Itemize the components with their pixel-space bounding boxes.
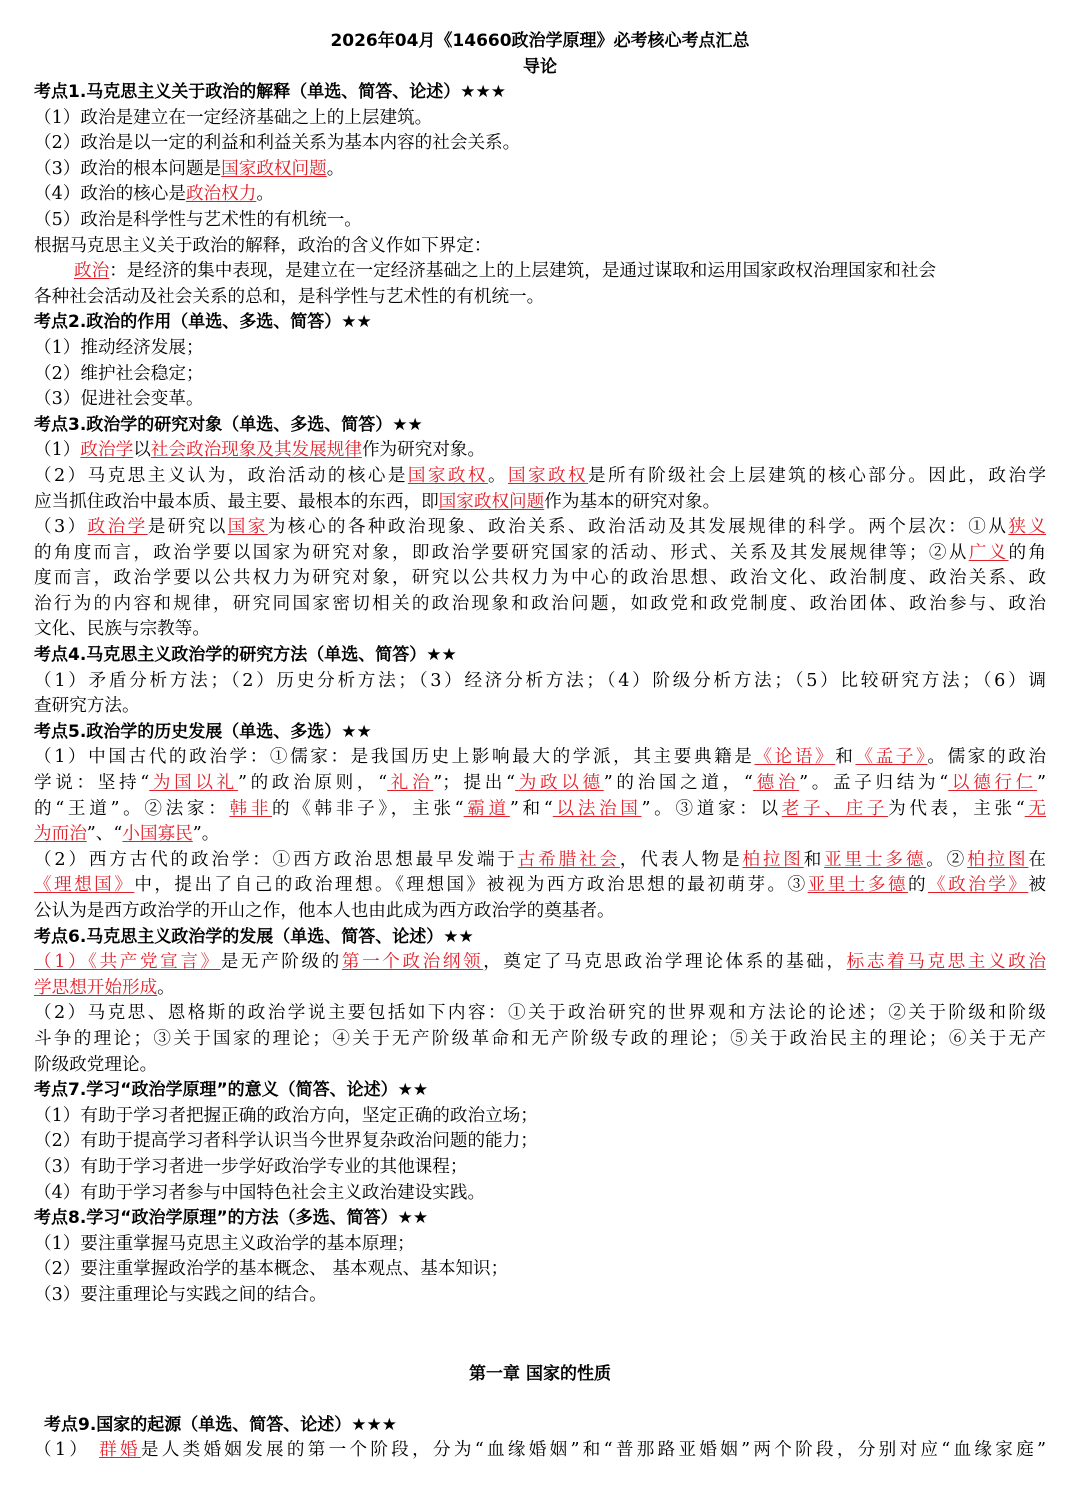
point-1-definition-cont: 各种社会活动及社会关系的总和，是科学性与艺术性的有机统一。 xyxy=(34,286,545,307)
text: ”的治国之道，“ xyxy=(603,773,753,794)
text: 是人类婚姻发展的第一个阶段，分为“血缘婚姻”和“普那路亚婚姻”两个阶段，分别对应“血缘家庭” xyxy=(140,1440,1046,1461)
highlight: 国家政权 xyxy=(407,465,488,486)
highlight: 德治 xyxy=(752,773,800,794)
point-2-heading: 考点2.政治的作用（单选、多选、简答）★★ xyxy=(34,312,372,333)
text: 作为研究对象。 xyxy=(361,440,486,461)
point-5-line-3 xyxy=(34,797,1046,823)
highlight: 为而治 xyxy=(34,824,87,845)
highlight: 第一个政治纲领 xyxy=(341,952,484,973)
highlight: 为国以礼 xyxy=(149,773,238,794)
text: 是研究以 xyxy=(147,517,228,538)
point-7-item-4: （4）有助于学习者参与中国特色社会主义政治建设实践。 xyxy=(34,1182,486,1203)
text: ” xyxy=(1036,773,1046,794)
text: ”。孟子归结为“ xyxy=(799,773,949,794)
point-1-item-2: （2）政治是以一定的利益和利益关系为基本内容的社会关系。 xyxy=(34,133,521,154)
highlight: 小国寡民 xyxy=(122,824,193,845)
text: 学说：坚持“ xyxy=(34,773,150,794)
point-8-item-2: （2）要注重掌握政治学的基本概念、 基本观点、基本知识； xyxy=(34,1259,509,1280)
highlight: 政治 xyxy=(74,261,110,282)
text: 。 xyxy=(157,977,175,998)
highlight: 《论语》 xyxy=(754,747,836,768)
text: 是无产阶级的 xyxy=(220,952,342,973)
point-3-line-8: 文化、民族与宗教等。 xyxy=(34,619,210,640)
highlight: 国家 xyxy=(227,517,268,538)
text: 。 xyxy=(256,184,274,205)
text: 。 xyxy=(487,465,508,486)
spacer xyxy=(34,1309,1046,1361)
text: ，代表人物是 xyxy=(619,849,743,870)
text: 和 xyxy=(803,849,825,870)
point-5-heading: 考点5.政治学的历史发展（单选、多选）★★ xyxy=(34,721,372,742)
highlight: 国家政权 xyxy=(507,465,589,486)
point-9-heading: 考点9.国家的起源（单选、简答、论述）★★★ xyxy=(44,1414,398,1435)
point-3-line-3 xyxy=(34,490,1046,516)
text: （4）政治的核心是 xyxy=(34,184,186,205)
highlight: 无 xyxy=(1024,798,1046,819)
highlight: 《政治学》 xyxy=(928,875,1029,896)
highlight: 国家政权问题 xyxy=(438,491,545,512)
highlight: 学思想开始形成 xyxy=(34,977,158,998)
text: （1） xyxy=(34,440,81,461)
highlight: 以德行仁 xyxy=(948,773,1037,794)
text: （3）政治的根本问题是 xyxy=(34,158,222,179)
text: 是所有阶级社会上层建筑的核心部分。因此，政治学 xyxy=(588,465,1046,486)
text: （1）中国古代的政治学：①儒家：是我国历史上影响最大的学派，其主要典籍是 xyxy=(34,747,755,768)
point-5-line-5 xyxy=(34,848,1046,874)
text: （1） xyxy=(34,1440,100,1461)
text: ”、“ xyxy=(86,824,123,845)
point-2-item-3: （3）促进社会变革。 xyxy=(34,389,204,410)
highlight: 亚里士多德 xyxy=(807,875,908,896)
text: 。② xyxy=(926,849,968,870)
point-4-heading: 考点4.马克思主义政治学的研究方法（单选、简答）★★ xyxy=(34,645,457,666)
highlight: 国家政权问题 xyxy=(221,158,327,179)
point-5-line-6 xyxy=(34,873,1046,899)
point-6-line-4: 斗争的理论；③关于国家的理论；④关于无产阶级革命和无产阶级专政的理论；⑤关于政治民主的理论；⑥关于无产 xyxy=(34,1028,1046,1049)
highlight: 为政以德 xyxy=(515,773,604,794)
point-1-item-4 xyxy=(34,182,1046,208)
point-6-line-1 xyxy=(34,950,1046,976)
highlight: 韩非 xyxy=(229,798,273,819)
highlight: 亚里士多德 xyxy=(824,849,927,870)
highlight: 社会政治现象及其发展规律 xyxy=(150,440,362,461)
highlight: 老子、庄子 xyxy=(781,798,889,819)
text: ”的政治原则，“ xyxy=(237,773,388,794)
text: 作为基本的研究对象。 xyxy=(544,491,721,512)
point-2-item-1: （1）推动经济发展； xyxy=(34,337,204,358)
text: 以 xyxy=(133,440,151,461)
point-3-line-7: 治行为的内容和规律，研究同国家密切相关的政治现象和政治问题，如政党和政党制度、政治团体、政治参与、政治 xyxy=(34,593,1046,614)
highlight: 古希腊社会 xyxy=(517,849,620,870)
text: 被 xyxy=(1028,875,1046,896)
text: 应当抓住政治中最本质、最主要、最根本的东西，即 xyxy=(34,491,439,512)
text: 的《韩非子》，主张“ xyxy=(272,798,464,819)
point-1-definition xyxy=(34,259,1046,285)
text: 的角 xyxy=(1008,542,1046,563)
point-1-item-3 xyxy=(34,157,1046,183)
text: （2）马克思主义认为，政治活动的核心是 xyxy=(34,465,408,486)
point-7-item-2: （2）有助于提高学习者科学认识当今世界复杂政治问题的能力； xyxy=(34,1131,538,1152)
point-8-heading: 考点8.学习“政治学原理”的方法（多选、简答）★★ xyxy=(34,1208,429,1229)
point-4-line-1: （1）矛盾分析方法；（2）历史分析方法；（3）经济分析方法；（4）阶级分析方法；（5）比较研究方法；（6）调 xyxy=(34,670,1046,691)
chapter-1-title: 第一章 国家的性质 xyxy=(469,1363,611,1384)
highlight: 政治学 xyxy=(87,517,148,538)
point-7-heading: 考点7.学习“政治学原理”的意义（简答、论述）★★ xyxy=(34,1080,429,1101)
point-3-heading: 考点3.政治学的研究对象（单选、多选、简答）★★ xyxy=(34,414,423,435)
text: 和 xyxy=(835,747,856,768)
text: 为核心的各种政治现象、政治关系、政治活动及其发展规律的科学。两个层次：①从 xyxy=(267,517,1009,538)
point-5-line-1 xyxy=(34,745,1046,771)
highlight: 柏拉图 xyxy=(967,849,1029,870)
highlight: 《孟子》 xyxy=(855,747,928,768)
text: ”；提出“ xyxy=(433,773,516,794)
highlight: 政治学 xyxy=(80,440,134,461)
point-3-line-5 xyxy=(34,541,1046,567)
point-4-line-2: 查研究方法。 xyxy=(34,696,140,717)
point-7-item-1: （1）有助于学习者把握正确的政治方向，坚定正确的政治立场； xyxy=(34,1105,538,1126)
highlight: （1）《共产党宣言》 xyxy=(34,952,221,973)
point-1-item-1: （1）政治是建立在一定经济基础之上的上层建筑。 xyxy=(34,107,433,128)
point-6-heading: 考点6.马克思主义政治学的发展（单选、简答、论述）★★ xyxy=(34,926,474,947)
point-6-line-5: 阶级政党理论。 xyxy=(34,1054,158,1075)
highlight: 群婚 xyxy=(99,1440,141,1461)
highlight: 以法治国 xyxy=(552,798,642,819)
point-5-line-2 xyxy=(34,771,1046,797)
document-page xyxy=(34,28,1046,1464)
point-5-line-4 xyxy=(34,822,1046,848)
point-2-item-2: （2）维护社会稳定； xyxy=(34,363,204,384)
highlight: 狭义 xyxy=(1008,517,1046,538)
highlight: 标志着马克思主义政治 xyxy=(846,952,1046,973)
point-7-item-3: （3）有助于学习者进一步学好政治学专业的其他课程； xyxy=(34,1156,468,1177)
document-title: 2026年04月《14660政治学原理》必考核心考点汇总 xyxy=(330,31,750,51)
highlight: 《理想国》 xyxy=(34,875,135,896)
text: ”。③道家：以 xyxy=(641,798,782,819)
point-3-line-1 xyxy=(34,438,1046,464)
text: 。 xyxy=(326,158,345,179)
text: ，奠定了马克思政治学理论体系的基础， xyxy=(483,952,847,973)
text: （3） xyxy=(34,517,88,538)
text: 的角度而言，政治学要以国家为研究对象，即政治学要研究国家的活动、形式、关系及其发展规律等；②从 xyxy=(34,542,969,563)
point-1-heading: 考点1.马克思主义关于政治的解释（单选、简答、论述）★★★ xyxy=(34,82,507,102)
text: ”和“ xyxy=(509,798,553,819)
point-3-line-4 xyxy=(34,515,1046,541)
point-8-item-3: （3）要注重理论与实践之间的结合。 xyxy=(34,1284,327,1305)
text: 。儒家的政治 xyxy=(927,747,1046,768)
point-5-line-7: 公认为是西方政治学的开山之作，他本人也由此成为西方政治学的奠基者。 xyxy=(34,901,615,921)
text: ”。 xyxy=(192,824,220,845)
text: 为代表，主张“ xyxy=(888,798,1025,819)
point-8-item-1: （1）要注重掌握马克思主义政治学的基本原理； xyxy=(34,1233,415,1254)
text: 的“王道”。②法家： xyxy=(34,798,230,819)
text: 中，提出了自己的政治理想。《理想国》被视为西方政治思想的最初萌芽。③ xyxy=(134,875,808,896)
point-1-paragraph: 根据马克思主义关于政治的解释，政治的含义作如下界定： xyxy=(34,235,492,256)
point-3-line-2 xyxy=(34,464,1046,490)
point-1-item-5: （5）政治是科学性与艺术性的有机统一。 xyxy=(34,209,362,230)
text: ：是经济的集中表现，是建立在一定经济基础之上的上层建筑，是通过谋取和运用国家政权治理国家和社会 xyxy=(109,261,937,282)
highlight: 政治权力 xyxy=(185,184,257,205)
text: 在 xyxy=(1028,849,1046,870)
point-9-line-1 xyxy=(34,1438,1046,1464)
spacer xyxy=(34,1387,1046,1413)
point-6-line-2 xyxy=(34,976,1046,1002)
section-title-intro: 导论 xyxy=(523,57,557,77)
point-3-line-6: 度而言，政治学要以公共权力为研究对象，研究以公共权力为中心的政治思想、政治文化、政治制度、政治关系、政 xyxy=(34,568,1046,589)
text: （2）西方古代的政治学：①西方政治思想最早发端于 xyxy=(34,849,518,870)
highlight: 广义 xyxy=(968,542,1009,563)
highlight: 礼治 xyxy=(387,773,434,794)
point-6-line-3: （2）马克思、恩格斯的政治学说主要包括如下内容：①关于政治研究的世界观和方法论的论述；②关于阶级和阶级 xyxy=(34,1003,1046,1024)
text: 的 xyxy=(907,875,929,896)
highlight: 霸道 xyxy=(463,798,510,819)
highlight: 柏拉图 xyxy=(742,849,804,870)
